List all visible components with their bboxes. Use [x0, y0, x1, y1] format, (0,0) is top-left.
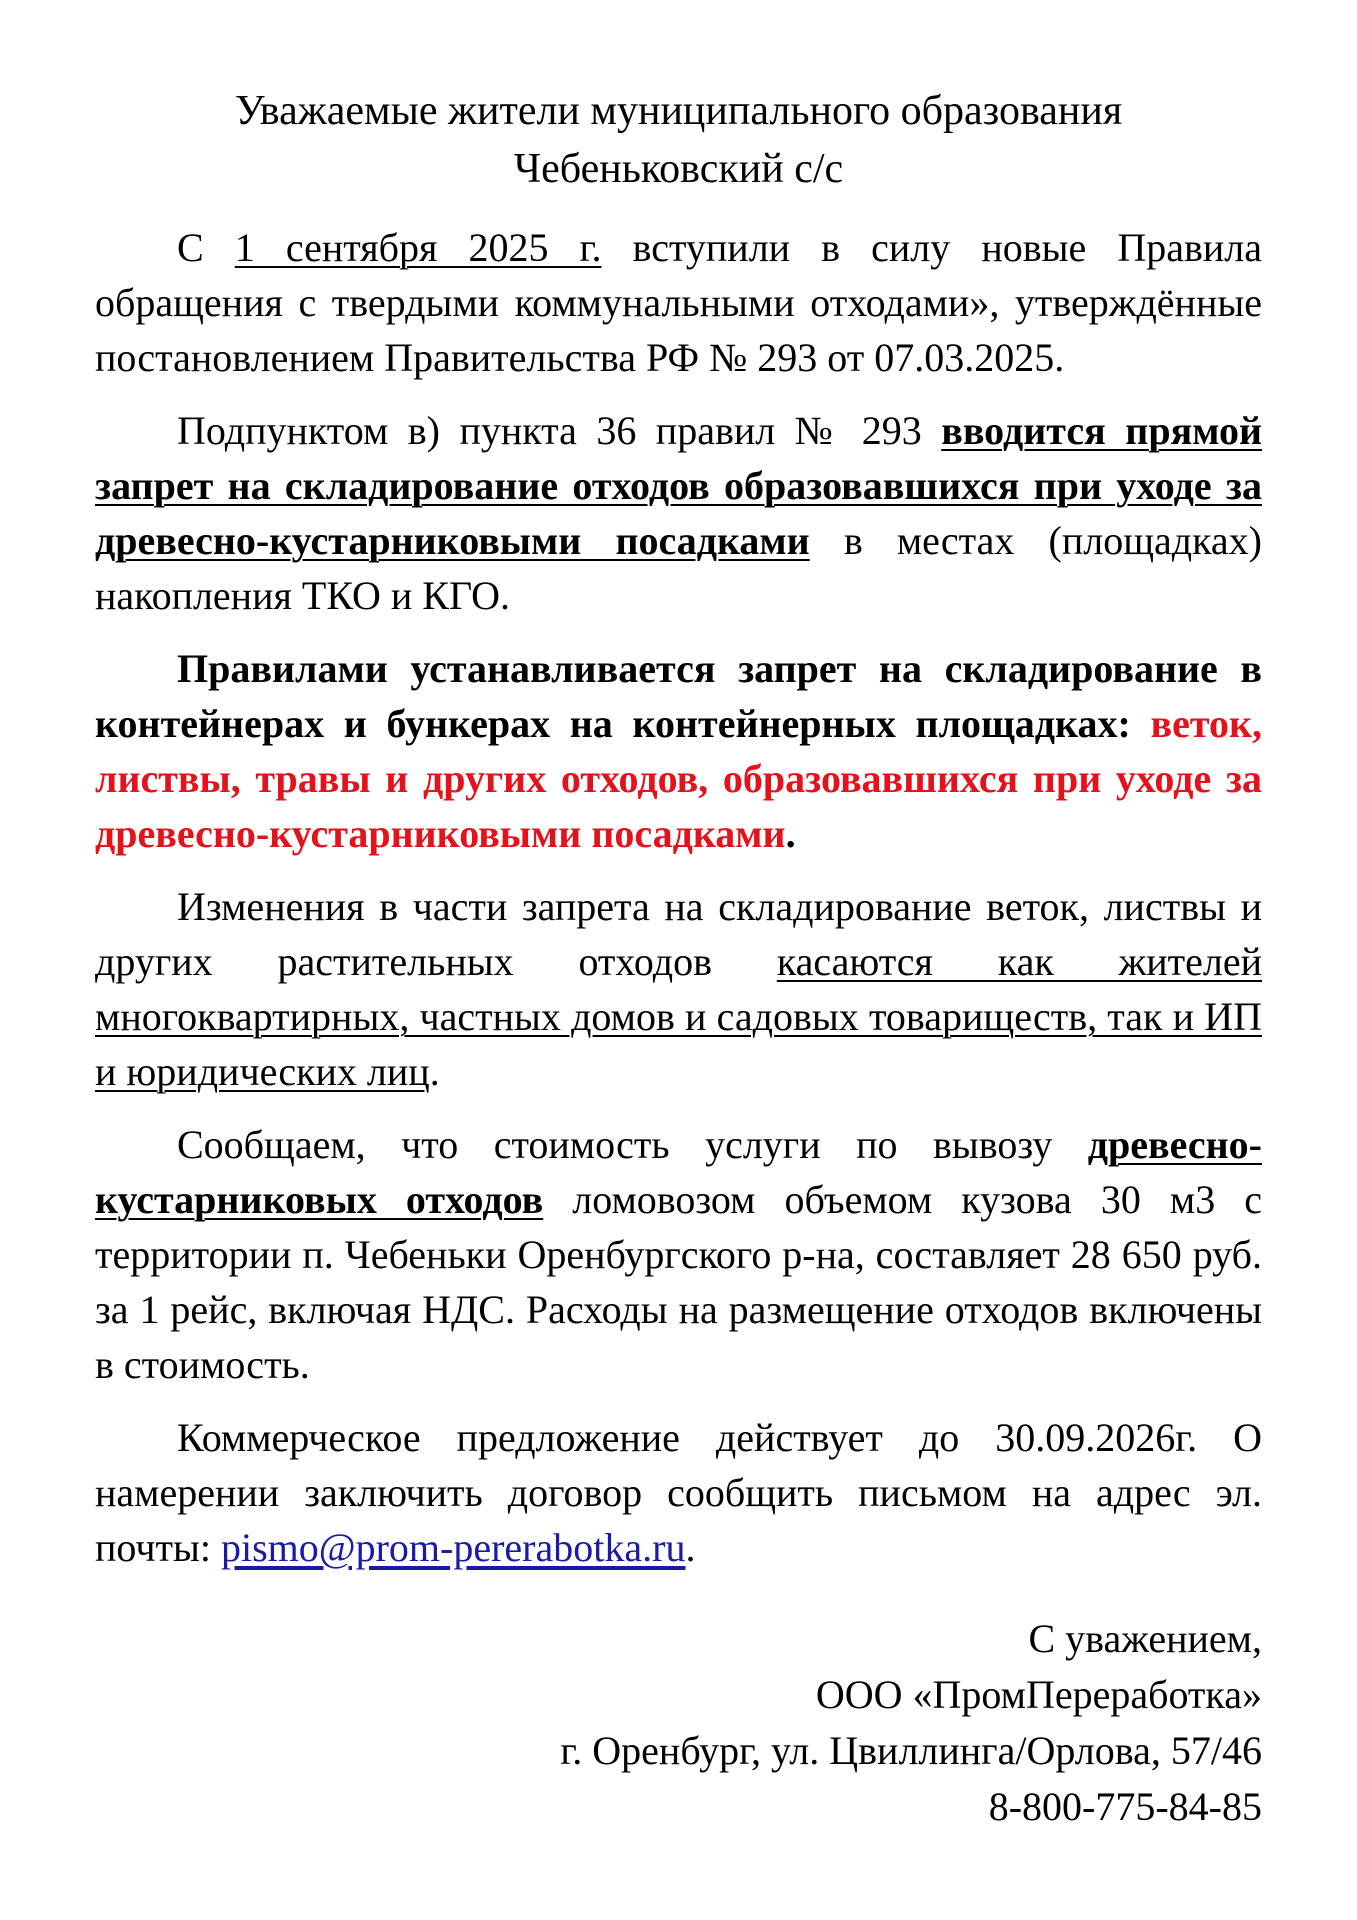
- p6-text-start: Коммерческое предложение действует до 30.09.2026г. О намерении заключить договор сообщить письмом на адрес эл. почты:: [95, 1415, 1262, 1570]
- heading-line-1: Уважаемые жители муниципального образования: [234, 88, 1123, 134]
- p2-prohibition-emphasis: вводится прямой запрет на складирование отходов образовавшихся при уходе за древесно-кустарниковыми посадками: [95, 408, 1262, 563]
- paragraph-prohibition-intro: [95, 403, 1262, 623]
- p5-text-start: Сообщаем, что стоимость услуги по вывозу: [177, 1122, 1088, 1167]
- signature-address: г. Оренбург, ул. Цвиллинга/Орлова, 57/46: [560, 1728, 1262, 1773]
- p4-underlined-text: касаются как жителей многоквартирных, частных домов и садовых товариществ, так и ИП и юридических лиц: [95, 939, 1263, 1094]
- paragraph-prohibition-details: [95, 641, 1262, 861]
- signature-phone: 8-800-775-84-85: [988, 1784, 1262, 1829]
- p2-text-start: Подпунктом в) пункта 36 правил № 293: [177, 408, 942, 453]
- p3-bold-text: Правилами устанавливается запрет на складирование в контейнерах и бункерах на контейнерных площадках:: [95, 646, 1262, 746]
- p2-text-end: в местах (площадках) накопления ТКО и КГО.: [95, 518, 1263, 618]
- signature-block: [95, 1611, 1262, 1835]
- p6-end: .: [685, 1525, 696, 1570]
- signature-regards: С уважением,: [1028, 1616, 1262, 1661]
- heading-line-2: Чебеньковский с/с: [513, 146, 844, 192]
- p5-text-end: ломовозом объемом кузова 30 м3 с территории п. Чебеньки Оренбургского р-на, составляет 28 650 руб. за 1 рейс, включая НДС. Расходы на размещение отходов включены в стоимость.: [95, 1177, 1263, 1387]
- p3-red-warning: веток, листвы, травы и других отходов, образовавшихся при уходе за древесно-кустарниковыми посадками: [95, 701, 1262, 856]
- p1-text-end: вступили в силу новые Правила обращения с твердыми коммунальными отходами», утверждённые постановлением Правительства РФ № 293 от 07.03.2025.: [95, 225, 1263, 380]
- signature-company: ООО «ПромПереработка»: [815, 1672, 1262, 1717]
- paragraph-service-cost: [95, 1117, 1262, 1392]
- effective-date: 1 сентября 2025 г.: [234, 225, 602, 270]
- p1-text-start: С: [177, 225, 235, 270]
- paragraph-applies-to: [95, 879, 1262, 1099]
- notice-heading: [95, 82, 1262, 198]
- p4-text-start: Изменения в части запрета на складирование веток, листвы и других растительных отходов: [95, 884, 1262, 984]
- p4-end: .: [429, 1049, 440, 1094]
- p5-waste-type: древесно-кустарниковых отходов: [95, 1122, 1262, 1222]
- paragraph-offer-contact: [95, 1410, 1262, 1575]
- email-link[interactable]: pismo@prom-pererabotka.ru: [220, 1525, 686, 1570]
- paragraph-rules-effective: [95, 220, 1262, 385]
- p3-end: .: [785, 811, 796, 856]
